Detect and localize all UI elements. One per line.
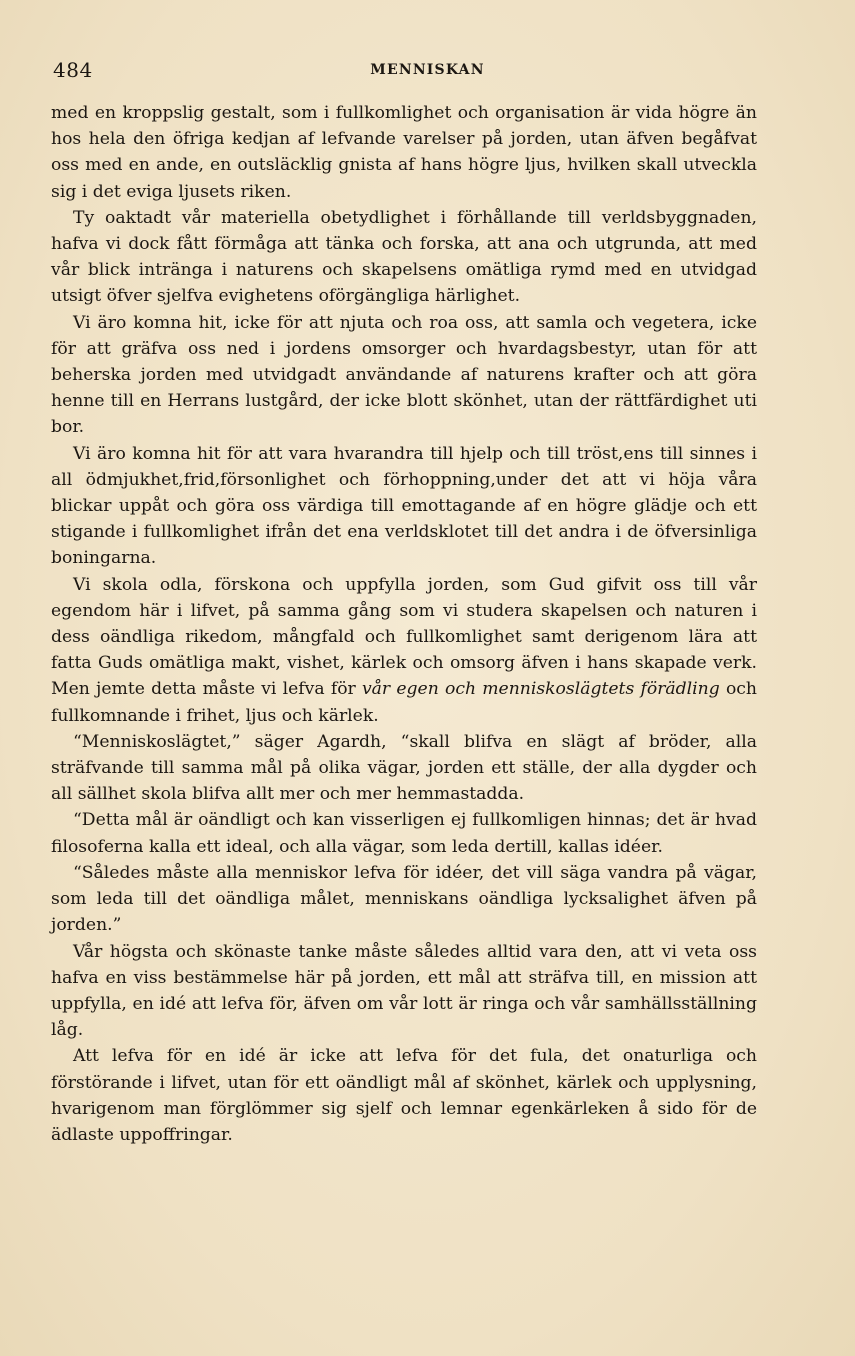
paragraph-5-end: och fullkomnande i frihet, ljus och kärlek. [51,679,757,726]
paragraph-2: Ty oaktadt vår materiella obetydlighet i förhållande till verldsbyggnaden, hafva vi dock fått förmåga att tänka och forska, att ana och utgrunda, att med vår blick intränga i naturens och skapelsens omätliga rymd med en utvidgad utsigt öfver sjelfva evighetens oförgängliga härlighet. [51,207,757,307]
paragraph-6: “Menniskoslägtet,” säger Agardh, “skall blifva en slägt af bröder, alla sträfvande till samma mål på olika vägar, jorden ett ställe, der alla dygder och all sällhet skola blifva allt mer och mer hemmastadda. [51,731,757,805]
paragraph-3: Vi äro komna hit, icke för att njuta och roa oss, att samla och vegetera, icke för att gräfva oss ned i jordens omsorger och hvardagsbestyr, utan för att beherska jorden med utvidgadt användande af naturens krafter och att göra henne till en Herrans lustgård, der icke blott skönhet, utan der rättfärdighet uti bor. [51,312,757,438]
paragraph-5-start: Vi skola odla, förskona och uppfylla jorden, som Gud gifvit oss till vår egendom här i lifvet, på samma gång som vi studera skapelsen och naturen i dess oändliga rikedom, mångfald och fullkomlighet samt derigenom lära att fatta Guds omätliga makt, vishet, kärlek och omsorg äfven i hans skapade verk. Men jemte detta måste vi lefva för [51,574,757,700]
paragraph-5-italic: vår egen och menniskoslägtets förädling [361,679,720,700]
paragraph-8: “Således måste alla menniskor lefva för idéer, det vill säga vandra på vägar, som leda till det oändliga målet, menniskans oändliga lycksalighet äfven på jorden.” [51,862,757,936]
paragraph-7: “Detta mål är oändligt och kan visserligen ej fullkomligen hinnas; det är hvad filosoferna kalla ett ideal, och alla vägar, som leda dertill, kallas idéer. [51,810,757,857]
running-title: MENNISKAN [370,62,485,78]
paragraph-5 [51,572,757,729]
paragraph-9: Vår högsta och skönaste tanke måste således alltid vara den, att vi veta oss hafva en viss bestämmelse här på jorden, ett mål att sträfva till, en mission att uppfylla, en idé att lefva för, äfven om vår lott är ringa och vår samhällsställning låg. [51,941,757,1041]
paragraph-1: med en kroppslig gestalt, som i fullkomlighet och organisation är vida högre än hos hela den öfriga kedjan af lefvande varelser på jorden, utan äfven begåfvat oss med en ande, en outsläcklig gnista af hans högre ljus, hvilken skall utveckla sig i det eviga ljusets riken. [51,103,757,202]
body-text [51,100,757,1148]
page-number: 484 [53,58,93,82]
paragraph-4: Vi äro komna hit för att vara hvarandra till hjelp och till tröst,ens till sinnes i all ödmjukhet,frid,försonlighet och förhoppning,under det att vi höja våra blickar uppåt och göra oss värdiga till emottagande af en högre glädje och ett stigande i fullkomlighet ifrån det ena verldsklotet till det andra i de öfversinliga boningarna. [51,443,757,569]
paragraph-10: Att lefva för en idé är icke att lefva för det fula, det onaturliga och förstörande i lifvet, utan för ett oändligt mål af skönhet, kärlek och upplysning, hvarigenom man förglömmer sig sjelf och lemnar egenkärleken å sido för de ädlaste uppoffringar. [51,1046,757,1145]
